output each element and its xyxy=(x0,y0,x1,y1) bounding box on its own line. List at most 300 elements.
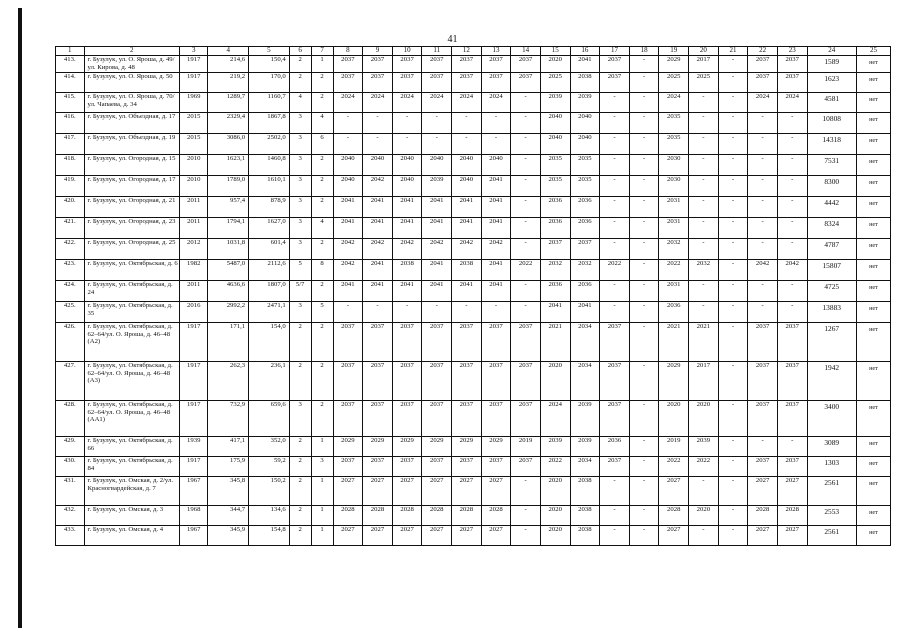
year-cell: 2042 xyxy=(481,239,511,260)
year-built-cell: 2016 xyxy=(179,302,208,323)
area-cell: 878,9 xyxy=(249,197,290,218)
year-cell: 2037 xyxy=(511,56,541,73)
year-cell: - xyxy=(629,73,659,93)
year-cell: - xyxy=(600,477,630,506)
year-cell: 2027 xyxy=(481,477,511,506)
year-cell: 2021 xyxy=(540,323,570,362)
area-cell: 170,0 xyxy=(249,73,290,93)
count-cell: 3 xyxy=(289,302,311,323)
address-cell: г. Бузулук, ул. Октябрьская, д. 24 xyxy=(84,281,179,302)
year-cell: - xyxy=(481,113,511,134)
year-cell: 2029 xyxy=(452,437,482,457)
area-cell: 2329,4 xyxy=(208,113,249,134)
year-cell: - xyxy=(511,477,541,506)
area-cell: 1610,1 xyxy=(249,176,290,197)
row-number-cell: 415. xyxy=(56,93,85,113)
year-cell: 2027 xyxy=(777,477,807,506)
year-cell: 2037 xyxy=(422,362,452,401)
area-cell: 1289,7 xyxy=(208,93,249,113)
area-cell: 262,3 xyxy=(208,362,249,401)
area-cell: 171,1 xyxy=(208,323,249,362)
table-row xyxy=(56,457,891,477)
year-cell: 2020 xyxy=(540,56,570,73)
year-built-cell: 2010 xyxy=(179,176,208,197)
total-cell: 1303 xyxy=(807,457,856,477)
table-row xyxy=(56,506,891,526)
count-cell: 2 xyxy=(311,73,333,93)
year-cell: - xyxy=(600,176,630,197)
year-cell: 2040 xyxy=(422,155,452,176)
year-built-cell: 2010 xyxy=(179,155,208,176)
year-cell: 2027 xyxy=(392,526,422,546)
count-cell: 3 xyxy=(289,239,311,260)
year-cell: 2028 xyxy=(481,506,511,526)
year-cell: - xyxy=(422,113,452,134)
year-cell: - xyxy=(629,218,659,239)
column-number-8: 8 xyxy=(333,47,363,56)
count-cell: 3 xyxy=(289,113,311,134)
row-number-cell: 431. xyxy=(56,477,85,506)
count-cell: 2 xyxy=(311,323,333,362)
count-cell: 5 xyxy=(311,302,333,323)
year-cell: - xyxy=(629,526,659,546)
year-cell: - xyxy=(481,134,511,155)
year-cell: 2038 xyxy=(452,260,482,281)
year-cell: 2029 xyxy=(392,437,422,457)
year-cell: - xyxy=(748,134,778,155)
year-cell: 2032 xyxy=(689,260,719,281)
address-cell: г. Бузулук, ул. Объездная, д. 19 xyxy=(84,134,179,155)
year-cell: - xyxy=(511,239,541,260)
total-cell: 14318 xyxy=(807,134,856,155)
year-cell: - xyxy=(629,197,659,218)
year-cell: 2024 xyxy=(481,93,511,113)
year-cell: 2040 xyxy=(363,155,393,176)
year-cell: - xyxy=(600,281,630,302)
year-built-cell: 1917 xyxy=(179,362,208,401)
year-cell: 2040 xyxy=(333,176,363,197)
table-row xyxy=(56,526,891,546)
year-cell: - xyxy=(689,113,719,134)
year-cell: 2029 xyxy=(659,362,689,401)
area-cell: 5487,0 xyxy=(208,260,249,281)
year-cell: 2022 xyxy=(659,260,689,281)
year-cell: 2037 xyxy=(333,401,363,437)
area-cell: 154,8 xyxy=(249,526,290,546)
year-built-cell: 2011 xyxy=(179,281,208,302)
year-cell: - xyxy=(629,56,659,73)
year-cell: - xyxy=(600,302,630,323)
year-built-cell: 2011 xyxy=(179,197,208,218)
year-cell: 2041 xyxy=(422,260,452,281)
flag-cell: нет xyxy=(856,197,890,218)
year-cell: 2020 xyxy=(689,401,719,437)
year-cell: - xyxy=(511,302,541,323)
year-cell: 2037 xyxy=(452,401,482,437)
column-number-16: 16 xyxy=(570,47,600,56)
count-cell: 2 xyxy=(311,93,333,113)
year-cell: 2039 xyxy=(570,93,600,113)
year-cell: 2027 xyxy=(392,477,422,506)
area-cell: 154,0 xyxy=(249,323,290,362)
year-cell: - xyxy=(333,302,363,323)
flag-cell: нет xyxy=(856,155,890,176)
year-cell: 2038 xyxy=(570,526,600,546)
address-cell: г. Бузулук, ул. Октябрьская, д. 62–64/ул. О. Яроша, д. 46–48 (АА1) xyxy=(84,401,179,437)
year-cell: 2042 xyxy=(363,239,393,260)
table-row xyxy=(56,56,891,73)
year-cell: 2038 xyxy=(570,506,600,526)
year-cell: 2032 xyxy=(540,260,570,281)
year-cell: - xyxy=(748,113,778,134)
row-number-cell: 430. xyxy=(56,457,85,477)
year-cell: 2031 xyxy=(659,218,689,239)
year-cell: - xyxy=(718,362,748,401)
year-cell: 2037 xyxy=(392,401,422,437)
year-cell: 2040 xyxy=(333,155,363,176)
year-cell: 2037 xyxy=(777,457,807,477)
total-cell: 8300 xyxy=(807,176,856,197)
count-cell: 2 xyxy=(289,323,311,362)
address-cell: г. Бузулук, ул. Омская, д. 4 xyxy=(84,526,179,546)
count-cell: 4 xyxy=(289,93,311,113)
year-built-cell: 1917 xyxy=(179,457,208,477)
year-cell: 2029 xyxy=(481,437,511,457)
year-cell: 2037 xyxy=(363,323,393,362)
year-cell: - xyxy=(748,281,778,302)
year-cell: 2020 xyxy=(540,477,570,506)
year-cell: - xyxy=(748,218,778,239)
total-cell: 15807 xyxy=(807,260,856,281)
year-built-cell: 1917 xyxy=(179,323,208,362)
binding-edge xyxy=(18,8,22,628)
year-cell: 2037 xyxy=(748,73,778,93)
year-cell: 2024 xyxy=(540,401,570,437)
area-cell: 214,6 xyxy=(208,56,249,73)
year-cell: 2035 xyxy=(659,134,689,155)
column-number-25: 25 xyxy=(856,47,890,56)
year-cell: 2039 xyxy=(540,93,570,113)
area-cell: 1460,8 xyxy=(249,155,290,176)
year-cell: 2041 xyxy=(333,281,363,302)
area-cell: 1623,1 xyxy=(208,155,249,176)
year-cell: - xyxy=(777,113,807,134)
table-row xyxy=(56,134,891,155)
year-cell: - xyxy=(629,302,659,323)
year-cell: 2027 xyxy=(659,526,689,546)
year-cell: - xyxy=(689,477,719,506)
count-cell: 4 xyxy=(311,218,333,239)
year-built-cell: 1967 xyxy=(179,477,208,506)
total-cell: 4725 xyxy=(807,281,856,302)
year-cell: - xyxy=(452,302,482,323)
year-cell: - xyxy=(718,401,748,437)
year-cell: - xyxy=(511,197,541,218)
table-row xyxy=(56,401,891,437)
year-cell: - xyxy=(777,134,807,155)
year-built-cell: 1939 xyxy=(179,437,208,457)
year-cell: - xyxy=(363,134,393,155)
year-cell: - xyxy=(600,134,630,155)
year-cell: 2027 xyxy=(422,526,452,546)
year-cell: - xyxy=(777,302,807,323)
total-cell: 8324 xyxy=(807,218,856,239)
year-cell: 2036 xyxy=(570,197,600,218)
area-cell: 59,2 xyxy=(249,457,290,477)
year-cell: 2022 xyxy=(540,457,570,477)
year-cell: 2030 xyxy=(659,176,689,197)
year-cell: 2017 xyxy=(689,56,719,73)
year-cell: 2042 xyxy=(452,239,482,260)
column-number-7: 7 xyxy=(311,47,333,56)
year-cell: 2028 xyxy=(392,506,422,526)
year-cell: 2021 xyxy=(659,323,689,362)
year-cell: 2040 xyxy=(570,134,600,155)
area-cell: 219,2 xyxy=(208,73,249,93)
year-cell: 2040 xyxy=(540,113,570,134)
year-cell: - xyxy=(600,218,630,239)
address-cell: г. Бузулук, ул. Огородная, д. 21 xyxy=(84,197,179,218)
year-cell: 2027 xyxy=(333,477,363,506)
year-cell: 2040 xyxy=(481,155,511,176)
column-number-18: 18 xyxy=(629,47,659,56)
total-cell: 7531 xyxy=(807,155,856,176)
area-cell: 150,4 xyxy=(249,56,290,73)
area-cell: 175,9 xyxy=(208,457,249,477)
year-cell: 2037 xyxy=(748,401,778,437)
year-cell: - xyxy=(689,197,719,218)
year-cell: 2037 xyxy=(363,362,393,401)
year-cell: 2028 xyxy=(333,506,363,526)
table-row xyxy=(56,323,891,362)
year-cell: 2041 xyxy=(392,218,422,239)
year-cell: 2037 xyxy=(600,457,630,477)
year-cell: - xyxy=(718,477,748,506)
year-cell: - xyxy=(629,362,659,401)
flag-cell: нет xyxy=(856,362,890,401)
year-cell: 2036 xyxy=(540,281,570,302)
count-cell: 2 xyxy=(311,176,333,197)
area-cell: 417,1 xyxy=(208,437,249,457)
year-cell: 2028 xyxy=(777,506,807,526)
column-number-6: 6 xyxy=(289,47,311,56)
flag-cell: нет xyxy=(856,260,890,281)
column-number-4: 4 xyxy=(208,47,249,56)
count-cell: 2 xyxy=(289,477,311,506)
address-cell: г. Бузулук, ул. О. Яроша, д. 49/ул. Кирова, д. 48 xyxy=(84,56,179,73)
count-cell: 2 xyxy=(311,401,333,437)
year-cell: 2037 xyxy=(422,56,452,73)
year-cell: 2042 xyxy=(392,239,422,260)
year-cell: - xyxy=(511,134,541,155)
count-cell: 3 xyxy=(289,176,311,197)
row-number-cell: 428. xyxy=(56,401,85,437)
year-built-cell: 1917 xyxy=(179,73,208,93)
year-cell: - xyxy=(777,218,807,239)
year-cell: 2020 xyxy=(689,506,719,526)
year-cell: - xyxy=(689,302,719,323)
year-cell: 2042 xyxy=(333,260,363,281)
year-cell: - xyxy=(748,197,778,218)
year-cell: 2037 xyxy=(363,73,393,93)
address-cell: г. Бузулук, ул. О. Яроша, д. 70/ул. Чапаева, д. 34 xyxy=(84,93,179,113)
count-cell: 2 xyxy=(289,73,311,93)
year-cell: - xyxy=(629,93,659,113)
year-cell: 2041 xyxy=(481,260,511,281)
year-cell: 2032 xyxy=(659,239,689,260)
year-cell: - xyxy=(629,401,659,437)
year-cell: - xyxy=(748,437,778,457)
year-cell: - xyxy=(511,155,541,176)
year-cell: - xyxy=(689,218,719,239)
year-cell: - xyxy=(333,113,363,134)
year-cell: 2037 xyxy=(600,362,630,401)
year-cell: 2028 xyxy=(452,506,482,526)
year-cell: - xyxy=(600,113,630,134)
year-cell: - xyxy=(718,457,748,477)
year-cell: 2021 xyxy=(689,323,719,362)
year-cell: 2039 xyxy=(422,176,452,197)
year-cell: 2037 xyxy=(600,323,630,362)
area-cell: 352,0 xyxy=(249,437,290,457)
year-cell: - xyxy=(511,93,541,113)
year-cell: 2041 xyxy=(422,281,452,302)
year-cell: 2042 xyxy=(333,239,363,260)
address-cell: г. Бузулук, ул. Октябрьская, д. 62–64/ул. О. Яроша, д. 46–48 (А3) xyxy=(84,362,179,401)
address-cell: г. Бузулук, ул. Огородная, д. 15 xyxy=(84,155,179,176)
year-cell: 2025 xyxy=(659,73,689,93)
year-cell: - xyxy=(718,239,748,260)
year-cell: 2036 xyxy=(600,437,630,457)
year-cell: 2020 xyxy=(540,526,570,546)
year-cell: 2037 xyxy=(392,73,422,93)
year-cell: 2041 xyxy=(422,197,452,218)
year-cell: 2027 xyxy=(748,477,778,506)
column-number-22: 22 xyxy=(748,47,778,56)
year-cell: 2027 xyxy=(452,477,482,506)
area-cell: 2112,6 xyxy=(249,260,290,281)
total-cell: 2553 xyxy=(807,506,856,526)
year-cell: - xyxy=(511,506,541,526)
year-cell: 2022 xyxy=(689,457,719,477)
flag-cell: нет xyxy=(856,401,890,437)
year-cell: 2024 xyxy=(333,93,363,113)
year-built-cell: 2015 xyxy=(179,134,208,155)
count-cell: 3 xyxy=(289,218,311,239)
total-cell: 10808 xyxy=(807,113,856,134)
row-number-cell: 417. xyxy=(56,134,85,155)
year-cell: - xyxy=(777,239,807,260)
page-number: 41 xyxy=(447,34,458,45)
year-cell: 2041 xyxy=(422,218,452,239)
year-cell: 2025 xyxy=(689,73,719,93)
year-cell: 2027 xyxy=(363,526,393,546)
row-number-cell: 420. xyxy=(56,197,85,218)
area-cell: 134,6 xyxy=(249,506,290,526)
year-cell: 2037 xyxy=(481,73,511,93)
area-cell: 236,1 xyxy=(249,362,290,401)
column-number-1: 1 xyxy=(56,47,85,56)
year-cell: 2037 xyxy=(540,239,570,260)
year-cell: 2037 xyxy=(333,73,363,93)
row-number-cell: 433. xyxy=(56,526,85,546)
total-cell: 1589 xyxy=(807,56,856,73)
count-cell: 2 xyxy=(311,197,333,218)
year-cell: 2020 xyxy=(540,506,570,526)
table-row xyxy=(56,437,891,457)
count-cell: 2 xyxy=(289,437,311,457)
year-cell: - xyxy=(689,93,719,113)
year-cell: - xyxy=(511,113,541,134)
year-cell: 2041 xyxy=(481,218,511,239)
year-cell: 2020 xyxy=(659,401,689,437)
year-cell: - xyxy=(718,93,748,113)
year-cell: 2036 xyxy=(540,218,570,239)
year-cell: 2037 xyxy=(452,457,482,477)
year-cell: 2027 xyxy=(659,477,689,506)
year-cell: 2035 xyxy=(570,176,600,197)
year-cell: 2040 xyxy=(540,134,570,155)
count-cell: 2 xyxy=(289,362,311,401)
year-cell: - xyxy=(363,113,393,134)
year-cell: - xyxy=(600,93,630,113)
flag-cell: нет xyxy=(856,56,890,73)
year-cell: 2037 xyxy=(777,56,807,73)
flag-cell: нет xyxy=(856,218,890,239)
address-cell: г. Бузулук, ул. Октябрьская, д. 84 xyxy=(84,457,179,477)
year-cell: 2037 xyxy=(363,457,393,477)
year-cell: 2037 xyxy=(333,457,363,477)
area-cell: 150,2 xyxy=(249,477,290,506)
table-row xyxy=(56,477,891,506)
year-cell: 2035 xyxy=(540,155,570,176)
year-cell: 2038 xyxy=(392,260,422,281)
year-cell: 2037 xyxy=(777,323,807,362)
address-cell: г. Бузулук, ул. Огородная, д. 25 xyxy=(84,239,179,260)
year-cell: - xyxy=(777,437,807,457)
total-cell: 3400 xyxy=(807,401,856,437)
area-cell: 1031,8 xyxy=(208,239,249,260)
year-cell: - xyxy=(689,155,719,176)
year-cell: - xyxy=(748,155,778,176)
year-cell: - xyxy=(511,281,541,302)
year-cell: 2027 xyxy=(363,477,393,506)
total-cell: 3089 xyxy=(807,437,856,457)
year-cell: 2024 xyxy=(392,93,422,113)
year-cell: 2041 xyxy=(452,218,482,239)
year-cell: 2037 xyxy=(481,401,511,437)
year-cell: - xyxy=(629,176,659,197)
year-cell: - xyxy=(748,239,778,260)
column-number-9: 9 xyxy=(363,47,393,56)
total-cell: 4787 xyxy=(807,239,856,260)
column-number-19: 19 xyxy=(659,47,689,56)
year-cell: 2028 xyxy=(422,506,452,526)
address-cell: г. Бузулук, ул. О. Яроша, д. 50 xyxy=(84,73,179,93)
table-body xyxy=(56,56,891,546)
total-cell: 2561 xyxy=(807,526,856,546)
year-cell: 2036 xyxy=(570,281,600,302)
year-cell: - xyxy=(718,155,748,176)
area-cell: 1867,8 xyxy=(249,113,290,134)
year-cell: - xyxy=(718,113,748,134)
year-cell: 2037 xyxy=(600,56,630,73)
year-cell: 2036 xyxy=(540,197,570,218)
flag-cell: нет xyxy=(856,113,890,134)
year-built-cell: 1917 xyxy=(179,56,208,73)
count-cell: 1 xyxy=(311,506,333,526)
year-cell: 2041 xyxy=(363,281,393,302)
